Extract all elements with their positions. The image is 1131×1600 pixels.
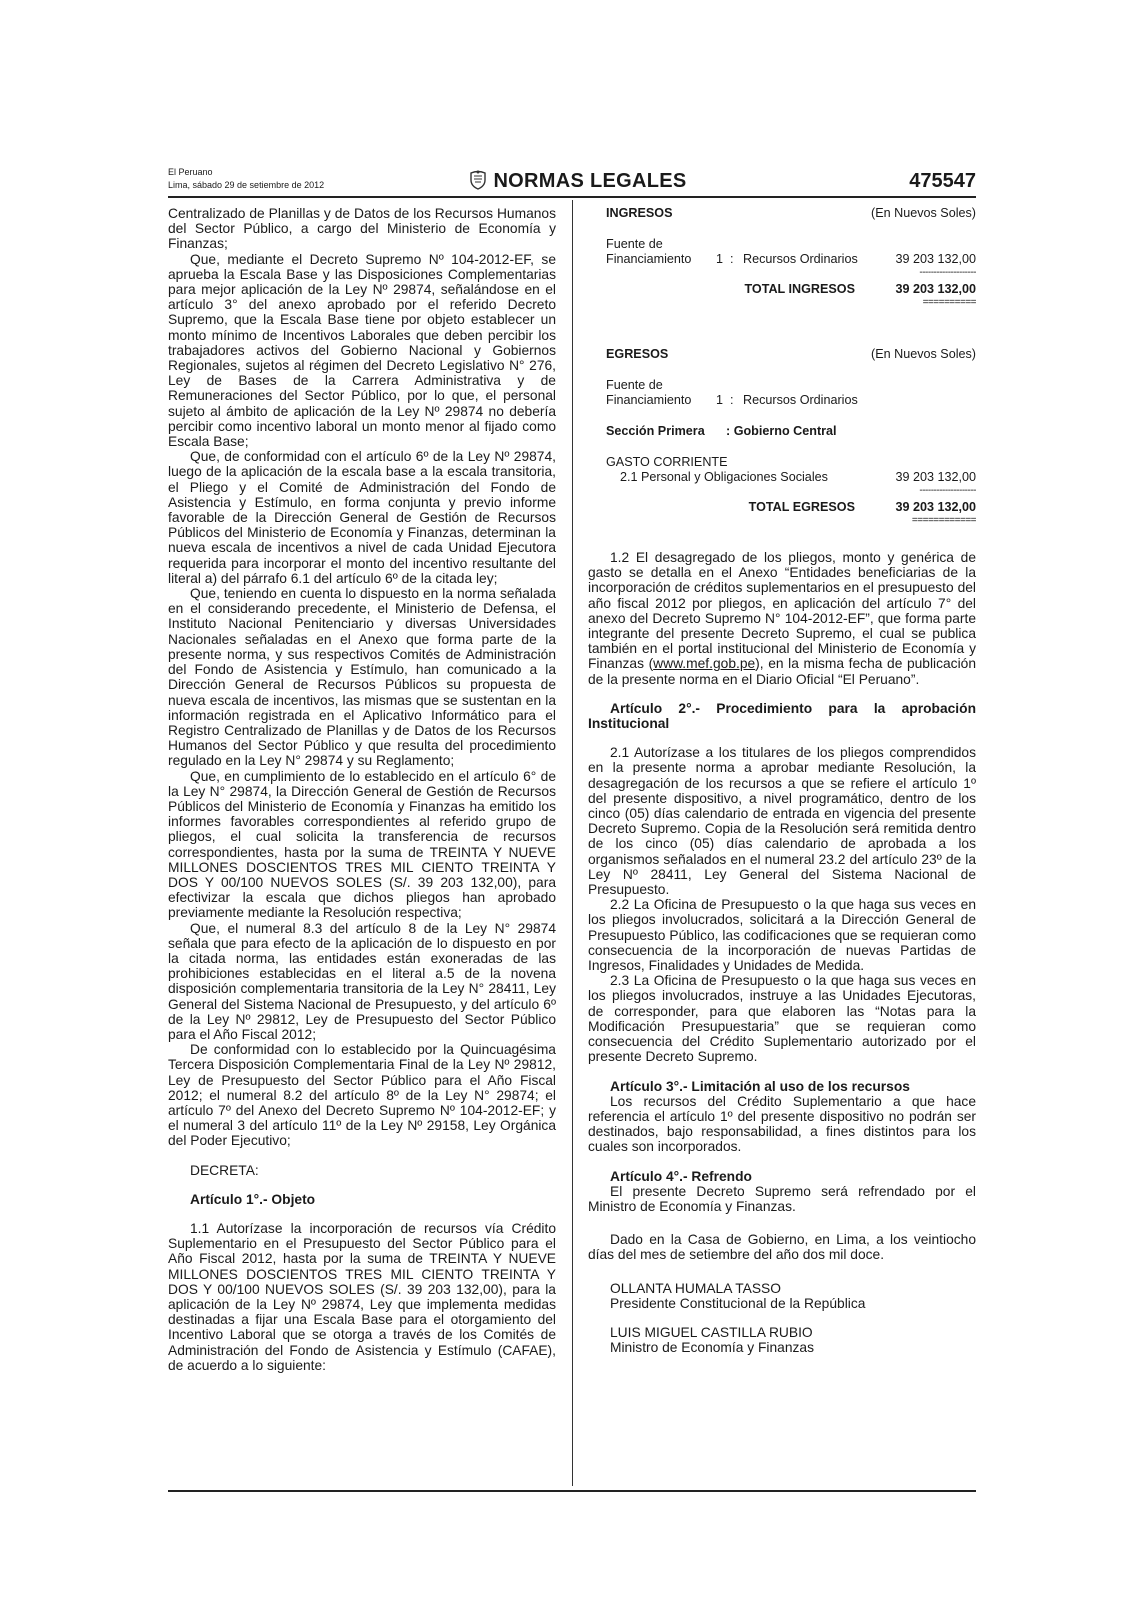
fuente-label: Fuente de — [606, 237, 663, 251]
column-divider — [572, 200, 573, 1486]
article-4-heading: Artículo 4°.- Refrendo — [610, 1168, 752, 1184]
signatory-title: Ministro de Economía y Finanzas — [610, 1340, 814, 1356]
fuente-name: Recursos Ordinarios — [743, 252, 858, 266]
paragraph: Centralizado de Planillas y de Datos de los Recursos Humanos del Sector Público, a cargo del Ministerio de Economía y Finanzas; — [168, 206, 556, 252]
personal-amount: 39 203 132,00 — [895, 470, 976, 484]
paragraph: Los recursos del Crédito Suplementario a que hace referencia el artículo 1º del presente dispositivo no podrán ser destinados, bajo responsabilidad, a fines distintos para los cuales son incorporados. — [588, 1093, 976, 1155]
paragraph: 2.2 La Oficina de Presupuesto o la que haga sus veces en los pliegos involucrados, solicitará a la Dirección General de Presupuesto Público, las codificaciones que se requieran como consecuencia de la incorporación de nuevas Partidas de Ingresos, Finalidades y Unidades de Medida. — [588, 897, 976, 974]
total-egresos-label: TOTAL EGRESOS — [748, 500, 855, 514]
ingresos-heading: INGRESOS — [606, 206, 673, 220]
article-3-heading: Artículo 3°.- Limitación al uso de los recursos — [610, 1078, 910, 1094]
currency-note: (En Nuevos Soles) — [871, 206, 976, 220]
signatory-title: Presidente Constitucional de la República — [610, 1295, 866, 1311]
colon: : — [730, 252, 734, 266]
total-ingresos-label: TOTAL INGRESOS — [744, 282, 855, 296]
section-title — [438, 170, 718, 196]
issue-date: Lima, sábado 29 de setiembre de 2012 — [168, 180, 325, 190]
paragraph: 1.2 El desagregado de los pliegos, monto y genérica de gasto se detalla en el Anexo “Entidades beneficiarias de la incorporación de créditos suplementarios en el presupuesto del año fiscal 2012 por pliegos, en aplicación del artículo 7° del anexo del Decreto Supremo N° 104-2012-EF”, que forma parte integrante del presente Decreto Supremo, el cual se publica también en el portal institucional del Ministerio de Economía y Finanzas (www.mef.gob.pe), en la misma fecha de publicación de la presente norma en el Diario Oficial “El Peruano”. — [588, 550, 976, 687]
mef-website-link[interactable]: www.mef.gob.pe — [653, 656, 756, 672]
paragraph: 2.3 La Oficina de Presupuesto o la que haga sus veces en los pliegos involucrados, instruye a las Unidades Ejecutoras, de corresponder, para que elaboren las “Notas para la Modificación Presupuestaria” que se requieran como consecuencia del Crédito Suplementario autorizado por el presente Decreto Supremo. — [588, 973, 976, 1065]
total-egresos-amount: 39 203 132,00 — [895, 500, 976, 514]
fuente-number: 1 — [716, 393, 724, 407]
right-column — [588, 206, 976, 1355]
paragraph: De conformidad con lo establecido por la Quincuagésima Tercera Disposición Complementaria Final de la Ley Nº 29812, Ley de Presupuesto del Sector Público para el Año Fiscal 2012; el numeral 8.2 del artículo 8º de la Ley N° 29874; el artículo 7º del Anexo del Decreto Supremo Nº 104-2012-EF; y el numeral 3 del artículo 11º de la Ley Nº 29158, Ley Orgánica del Poder Ejecutivo; — [168, 1042, 556, 1149]
paragraph: Dado en la Casa de Gobierno, en Lima, a los veintiocho días del mes de setiembre del año dos mil doce. — [588, 1232, 976, 1263]
publisher-name: El Peruano — [168, 167, 213, 177]
financiamiento-label: Financiamiento — [606, 252, 692, 266]
decreta-heading: DECRETA: — [190, 1162, 259, 1178]
paragraph: El presente Decreto Supremo será refrendado por el Ministro de Economía y Finanzas. — [588, 1183, 976, 1214]
page-header — [168, 166, 976, 196]
gasto-label: GASTO CORRIENTE — [606, 455, 728, 469]
colon: : — [730, 393, 734, 407]
ingresos-amount: 39 203 132,00 — [895, 252, 976, 266]
paragraph: 1.1 Autorízase la incorporación de recursos vía Crédito Suplementario en el Presupuesto del Sector Público para el Año Fiscal 2012, hasta por la suma de TREINTA Y NUEVE MILLONES DOSCIENTOS TRES MIL CIENTO TREINTA Y DOS Y 00/100 NUEVOS SOLES (S/. 39 203 132,00), para la aplicación de la Ley Nº 29874, Ley que implementa medidas destinadas a fijar una Escala Base para el otorgamiento del Incentivo Laboral que se otorga a través de los Comités de Administración del Fondo de Asistencia y Estímulo (CAFAE), de acuerdo a lo siguiente: — [168, 1221, 556, 1373]
paragraph: 2.1 Autorízase a los titulares de los pliegos comprendidos en la presente norma a aprobar mediante Resolución, la desagregación de los recursos a que se refiere el artículo 1º del presente dispositivo, a nivel programático, dentro de los cinco (05) días calendario de entrada en vigencia del presente Decreto Supremo. Copia de la Resolución será remitida dentro de los cinco (05) días calendario de aprobada a los organismos señalados en el numeral 23.2 del artículo 23º de la Ley Nº 28411, Ley General del Sistema Nacional de Presupuesto. — [588, 745, 976, 898]
left-column — [168, 206, 556, 1373]
seccion-value: : Gobierno Central — [726, 424, 837, 438]
dash-rule: -------------------- — [919, 267, 976, 278]
coat-of-arms-icon — [469, 170, 487, 196]
footer-rule — [168, 1490, 976, 1492]
seccion-label: Sección Primera — [606, 424, 705, 438]
total-ingresos-amount: 39 203 132,00 — [895, 282, 976, 296]
fuente-label: Fuente de — [606, 378, 663, 392]
financiamiento-label: Financiamiento — [606, 393, 692, 407]
fuente-number: 1 — [716, 252, 724, 266]
page-number: 475547 — [909, 170, 976, 192]
paragraph: Que, en cumplimiento de lo establecido en el artículo 6° de la Ley N° 29874, la Dirección General de Gestión de Recursos Públicos del Ministerio de Economía y Finanzas ha emitido los informes favorables correspondientes al referido grupo de pliegos, el cual solicita la transferencia de recursos correspondientes, hasta por la suma de TREINTA Y NUEVE MILLONES DOSCIENTOS TRES MIL CIENTO TREINTA Y DOS Y 00/100 NUEVOS SOLES (S/. 39 203 132,00), para efectivizar la escala que dichos pliegos han aprobado previamente mediante la Resolución respectiva; — [168, 768, 556, 921]
equals-rule: ========== — [922, 297, 976, 308]
personal-label: 2.1 Personal y Obligaciones Sociales — [620, 470, 828, 484]
paragraph: Que, el numeral 8.3 del artículo 8 de la Ley N° 29874 señala que para efecto de la aplicación de lo dispuesto en por la citada norma, las entidades están exoneradas de las prohibiciones establecidas en el literal a.5 de la novena disposición complementaria transitoria de la Ley N° 28411, Ley General del Sistema Nacional de Presupuesto, y del artículo 6º de la Ley Nº 29812, Ley de Presupuesto del Sector Público para el Año Fiscal 2012; — [168, 920, 556, 1042]
signatory-name: LUIS MIGUEL CASTILLA RUBIO — [610, 1324, 813, 1340]
dash-rule: -------------------- — [919, 485, 976, 496]
paragraph: Que, teniendo en cuenta lo dispuesto en la norma señalada en el considerando precedente, el Ministerio de Defensa, el Instituto Nacional Penitenciario y diversas Universidades Nacionales señaladas en el Anexo que forma parte de la presente norma, y sus respectivos Comités de Administración del Fondo de Asistencia y Estímulo, han comunicado a la Dirección General de Recursos Públicos su propuesta de nueva escala de incentivos, las mismas que se sustentan en la información registrada en el Aplicativo Informático para el Registro Centralizado de Planillas y de Datos de los Recursos Humanos del Sector Público y que resulta del procedimiento regulado en la Ley N° 29874 y su Reglamento; — [168, 586, 556, 769]
paragraph: Que, de conformidad con el artículo 6º de la Ley Nº 29874, luego de la aplicación de la escala base a la escala transitoria, el Pliego y el Comité de Administración del Fondo de Asistencia y Estímulo, en forma conjunta y previo informe favorable de la Dirección General de Gestión de Recursos Públicos del Ministerio de Economía y Finanzas, determinan la nueva escala de incentivos a nivel de cada Unidad Ejecutora requerida para incorporar el monto del incentivo resultante del literal a) del párrafo 6.1 del artículo 6º de la citada ley; — [168, 449, 556, 586]
currency-note: (En Nuevos Soles) — [871, 347, 976, 361]
egresos-heading: EGRESOS — [606, 347, 669, 361]
fuente-name: Recursos Ordinarios — [743, 393, 858, 407]
equals-rule: ============ — [911, 515, 976, 526]
header-title: NORMAS LEGALES — [493, 170, 687, 192]
article-2-heading: Artículo 2°.- Procedimiento para la aprobación Institucional — [588, 700, 976, 732]
paragraph: Que, mediante el Decreto Supremo Nº 104-2012-EF, se aprueba la Escala Base y las Disposiciones Complementarias para mejor aplicación de la Ley Nº 29874, señalándose en el artículo 3° del anexo aprobado por el referido Decreto Supremo, que la Escala Base tiene por objeto establecer un monto mínimo de Incentivos Laborales que deben percibir los trabajadores activos del Gobierno Nacional y Gobiernos Regionales, sujetos al régimen del Decreto Legislativo N° 276, Ley de Bases de la Carrera Administrativa y de Remuneraciones del Sector Público, por lo que, el personal sujeto al ámbito de aplicación de la Ley Nº 29874 no debería percibir como incentivo laboral un monto menor al fijado como Escala Base; — [168, 251, 556, 450]
signatory-name: OLLANTA HUMALA TASSO — [610, 1280, 781, 1296]
header-publication — [168, 166, 324, 192]
header-rule — [168, 196, 976, 198]
budget-table — [588, 206, 976, 530]
article-1-heading: Artículo 1°.- Objeto — [190, 1191, 316, 1207]
